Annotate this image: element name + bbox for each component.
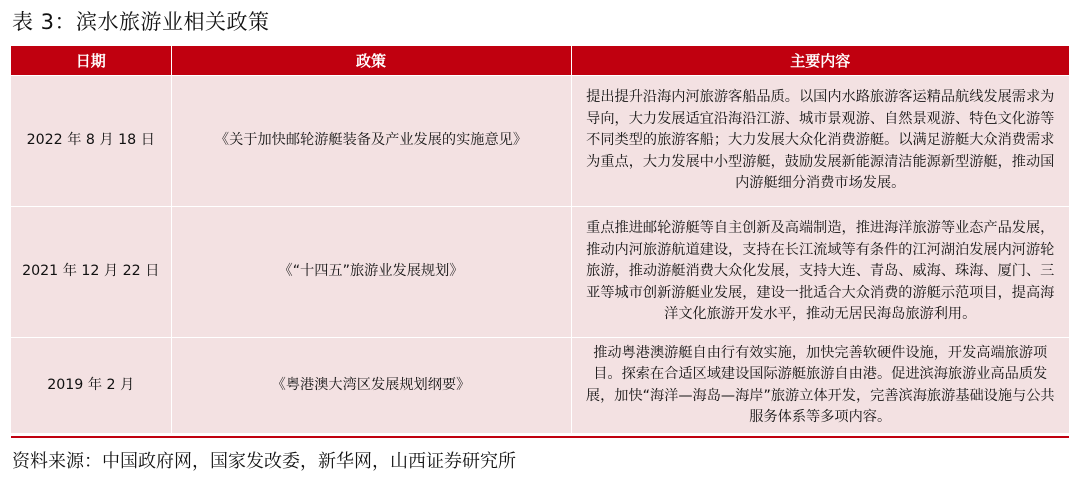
row-policy: 《粤港澳大湾区发展规划纲要》 [171, 338, 571, 434]
table-row [11, 76, 1069, 207]
row-policy: 《关于加快邮轮游艇装备及产业发展的实施意见》 [171, 76, 571, 207]
row-date: 2019 年 2 月 [11, 338, 171, 434]
table-title: 表 3：滨水旅游业相关政策 [12, 10, 270, 34]
header-content: 主要内容 [571, 46, 1069, 76]
row-content: 重点推进邮轮游艇等自主创新及高端制造，推进海洋旅游等业态产品发展，推动内河旅游航道建设，支持在长江流域等有条件的江河湖泊发展内河游轮旅游，推动游艇消费大众化发展，支持大连、青岛、威海、珠海、厦门、三亚等城市创新游艇业发展，建设一批适合大众消费的游艇示范项目，提高海洋文化旅游开发水平，推动无居民海岛旅游利用。 [571, 207, 1069, 338]
row-content: 推动粤港澳游艇自由行有效实施，加快完善软硬件设施，开发高端旅游项目。探索在合适区域建设国际游艇旅游自由港。促进滨海旅游业高品质发展，加快“海洋—海岛—海岸”旅游立体开发，完善滨海旅游基础设施与公共服务体系等多项内容。 [571, 338, 1069, 434]
table-bottom-rule [11, 436, 1069, 438]
header-date: 日期 [11, 46, 171, 76]
row-date: 2021 年 12 月 22 日 [11, 207, 171, 338]
row-policy: 《“十四五”旅游业发展规划》 [171, 207, 571, 338]
table-row [11, 338, 1069, 434]
row-content: 提出提升沿海内河旅游客船品质。以国内水路旅游客运精品航线发展需求为导向，大力发展适宜沿海沿江游、城市景观游、自然景观游、特色文化游等不同类型的旅游客船；大力发展大众化消费游艇。以满足游艇大众消费需求为重点，大力发展中小型游艇，鼓励发展新能源清洁能源新型游艇，推动国内游艇细分消费市场发展。 [571, 76, 1069, 207]
header-policy: 政策 [171, 46, 571, 76]
table-header-row [11, 46, 1069, 76]
row-date: 2022 年 8 月 18 日 [11, 76, 171, 207]
policy-table [11, 46, 1069, 434]
source-note: 资料来源：中国政府网，国家发改委，新华网，山西证券研究所 [12, 451, 516, 472]
table-row [11, 207, 1069, 338]
